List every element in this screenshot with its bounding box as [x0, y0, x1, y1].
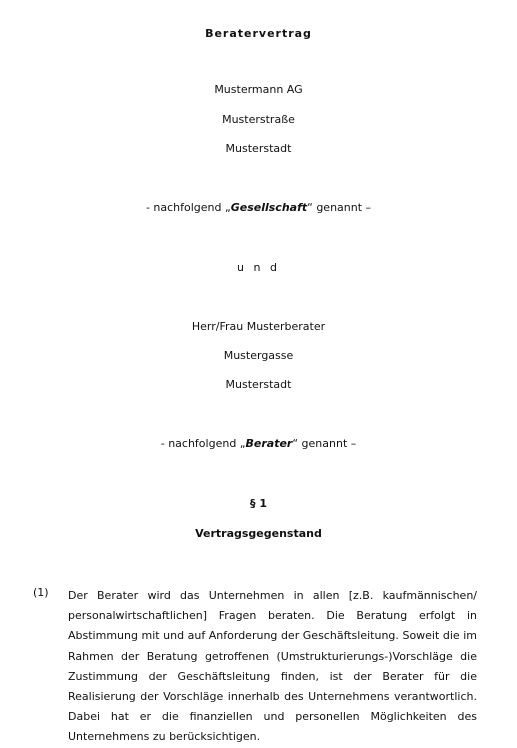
designation-suffix: “ genannt –: [292, 437, 357, 450]
paragraph-text: Der Berater wird das Unternehmen in allen [z.B. kaufmännischen/ personalwirtschaftlichen] Fragen beraten. Die Beratung erfolgt in Abstimmung mit und auf Anforderung der Geschäftsleitung. Soweit die im Rahmen der Beratung getroffenen (Umstrukturierungs-)Vorschläge die Zustimmung der Geschäftsleitung finden, ist der Berater für die Realisierung der Vorschläge innerhalb des Unternehmens verantwortlich. Dabei hat er die finanziellen und personellen Möglichkeiten des Unternehmens zu berücksichtigen.: [68, 589, 477, 744]
company-city: Musterstadt: [225, 142, 292, 155]
designation-prefix: - nachfolgend „: [145, 201, 231, 214]
designation-term-gesellschaft: Gesellschaft: [230, 201, 308, 214]
company-name: Mustermann AG: [214, 83, 303, 96]
consultant-name: Herr/Frau Musterberater: [191, 320, 326, 333]
consultant-street: Mustergasse: [223, 349, 294, 362]
consultant-designation: [0, 437, 517, 450]
designation-prefix: - nachfolgend „: [160, 437, 246, 450]
paragraph-number: (1): [33, 586, 49, 599]
conjunction: u n d: [237, 261, 280, 274]
document-title: Beratervertrag: [205, 27, 312, 40]
company-designation: [0, 201, 517, 214]
consultant-city: Musterstadt: [225, 378, 292, 391]
section-heading: Vertragsgegenstand: [195, 527, 322, 540]
section-number: § 1: [250, 497, 267, 510]
designation-term-berater: Berater: [245, 437, 293, 450]
company-street: Musterstraße: [222, 113, 295, 126]
designation-suffix: “ genannt –: [307, 201, 372, 214]
